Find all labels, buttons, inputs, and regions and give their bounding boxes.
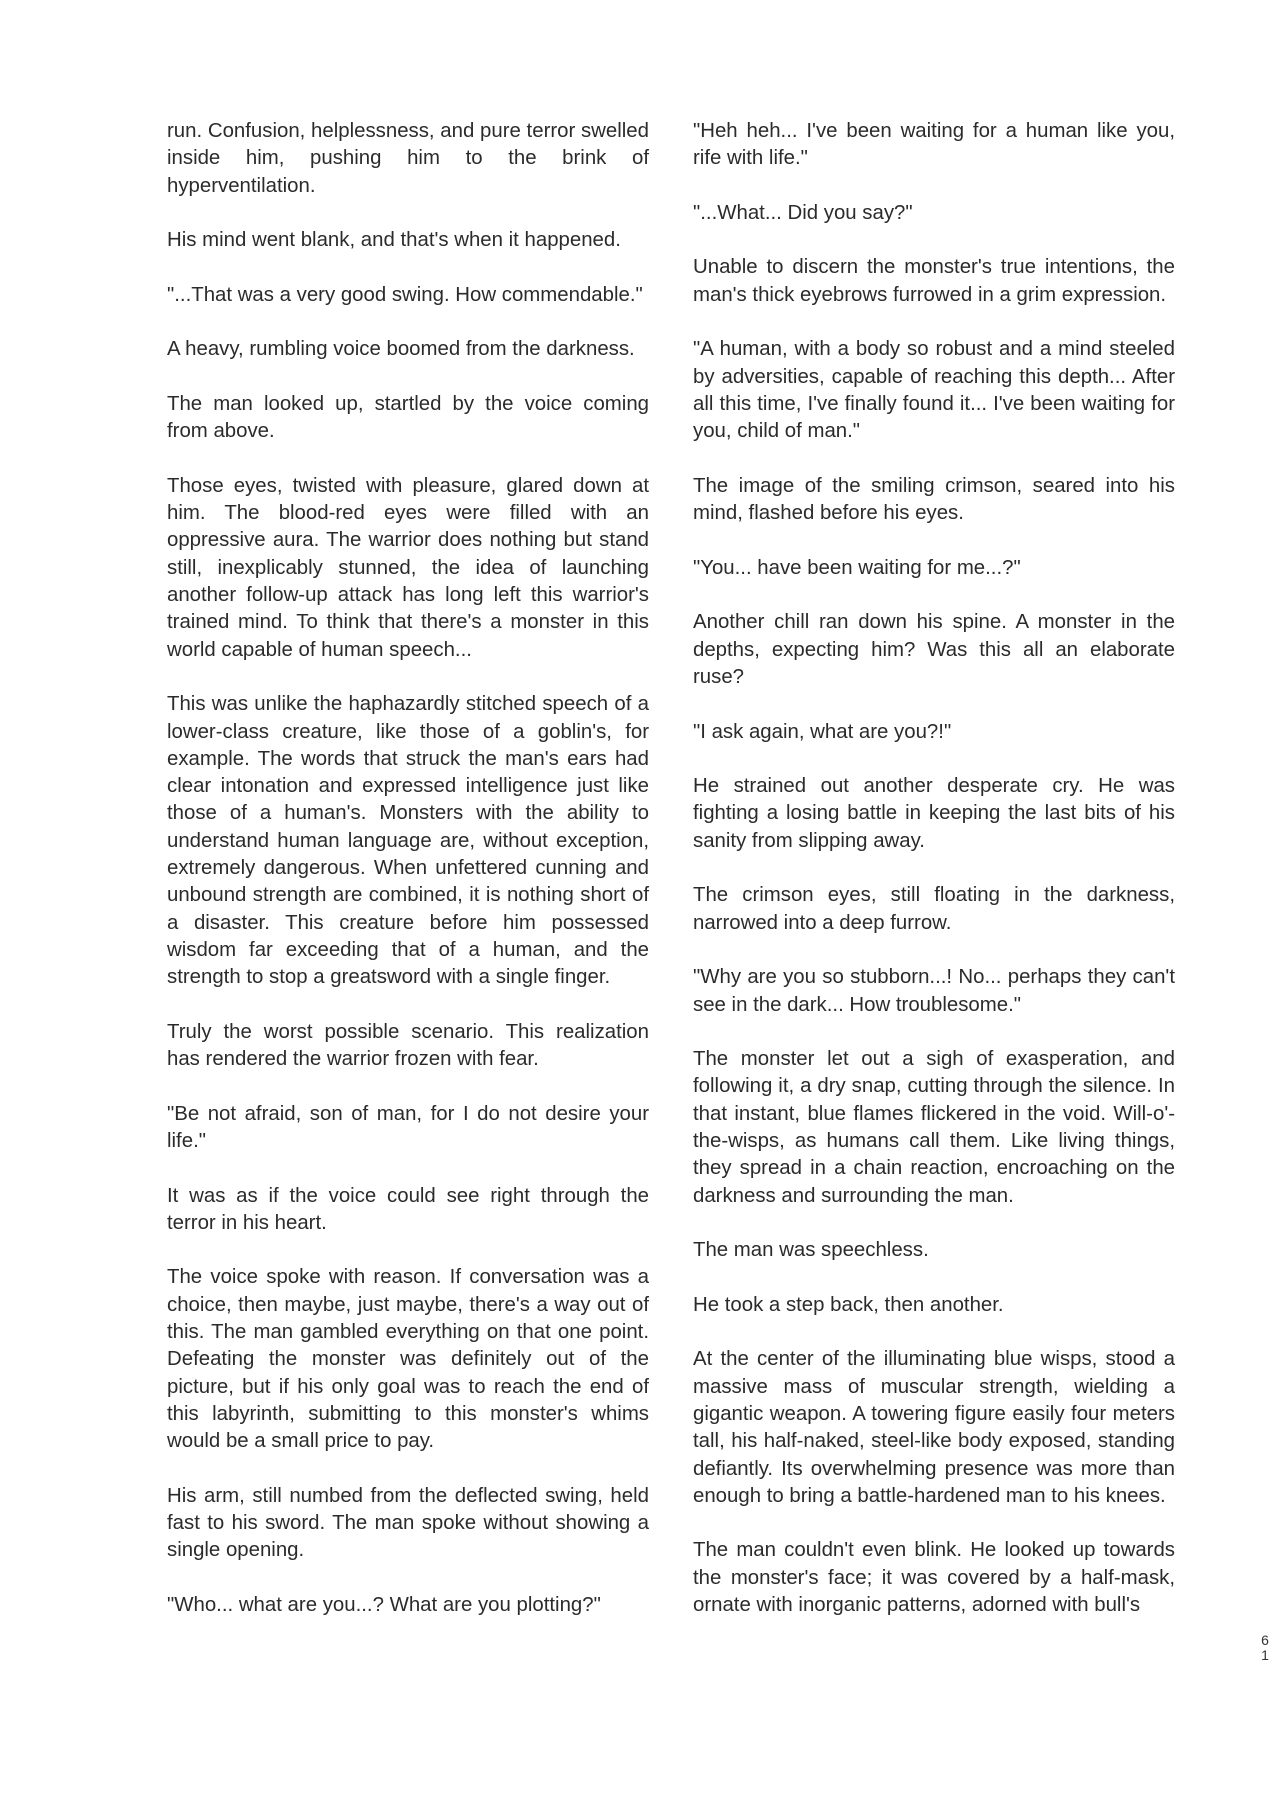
left-text-column bbox=[167, 118, 649, 1619]
paragraph: The man couldn't even blink. He looked up towards the monster's face; it was covered by a half-mask, ornate with inorganic patterns, adorned with bull's bbox=[693, 1539, 1175, 1617]
paragraph: Unable to discern the monster's true intentions, the man's thick eyebrows furrowed in a grim expression. bbox=[693, 256, 1175, 306]
paragraph: The man looked up, startled by the voice coming from above. bbox=[167, 392, 649, 443]
paragraph: "...That was a very good swing. How commendable." bbox=[167, 283, 643, 306]
paragraph: A heavy, rumbling voice boomed from the darkness. bbox=[167, 338, 635, 361]
paragraph: "...What... Did you say?" bbox=[693, 201, 913, 224]
paragraph: "Heh heh... I've been waiting for a human like you, rife with life." bbox=[693, 120, 1175, 170]
page-number bbox=[1260, 1633, 1270, 1663]
paragraph: "Who... what are you...? What are you plotting?" bbox=[167, 1594, 601, 1617]
paragraph: "I ask again, what are you?!" bbox=[693, 720, 952, 743]
paragraph: The image of the smiling crimson, seared into his mind, flashed before his eyes. bbox=[693, 474, 1175, 525]
paragraph: It was as if the voice could see right through the terror in his heart. bbox=[167, 1184, 649, 1234]
paragraph: Another chill ran down his spine. A monster in the depths, expecting him? Was this all an elaborate ruse? bbox=[693, 611, 1175, 688]
paragraph: His arm, still numbed from the deflected swing, held fast to his sword. The man spoke without showing a single opening. bbox=[167, 1484, 649, 1562]
right-text-column bbox=[693, 118, 1175, 1619]
paragraph: run. Confusion, helplessness, and pure terror swelled inside him, pushing him to the brink of hyperventilation. bbox=[167, 120, 649, 197]
paragraph: The voice spoke with reason. If conversation was a choice, then maybe, just maybe, there's a way out of this. The man gambled everything on that one point. Defeating the monster was definitely out of the picture, but if his only goal was to reach the end of this labyrinth, submitting to this monster's whims would be a small price to pay. bbox=[167, 1266, 649, 1453]
paragraph: The man was speechless. bbox=[693, 1239, 929, 1262]
paragraph: This was unlike the haphazardly stitched speech of a lower-class creature, like those of a goblin's, for example. The words that struck the man's ears had clear intonation and expressed intelligence just like those of a human's. Monsters with the ability to understand human language are, without exception, extremely dangerous. When unfettered cunning and unbound strength are combined, it is nothing short of a disaster. This creature before him possessed wisdom far exceeding that of a human, and the strength to stop a greatsword with a single finger. bbox=[167, 693, 649, 989]
paragraph: His mind went blank, and that's when it happened. bbox=[167, 229, 621, 252]
paragraph: The monster let out a sigh of exasperation, and following it, a dry snap, cutting through the silence. In that instant, blue flames flickered in the void. Will-o'-the-wisps, as humans call them. Like living things, they spread in a chain reaction, encroaching on the darkness and surrounding the man. bbox=[693, 1048, 1175, 1207]
paragraph: The crimson eyes, still floating in the darkness, narrowed into a deep furrow. bbox=[693, 884, 1175, 934]
paragraph: "Be not afraid, son of man, for I do not desire your life." bbox=[167, 1102, 649, 1152]
paragraph: He took a step back, then another. bbox=[693, 1293, 1004, 1316]
paragraph: "A human, with a body so robust and a mind steeled by adversities, capable of reaching this depth... After all this time, I've finally found it... I've been waiting for you, child of man." bbox=[693, 338, 1175, 443]
paragraph: Truly the worst possible scenario. This realization has rendered the warrior frozen with fear. bbox=[167, 1020, 649, 1071]
page-number-digit: 6 bbox=[1261, 1632, 1269, 1648]
paragraph: At the center of the illuminating blue wisps, stood a massive mass of muscular strength, wielding a gigantic weapon. A towering figure easily four meters tall, his half-naked, steel-like body exposed, standing defiantly. Its overwhelming presence was more than enough to bring a battle-hardened man to his knees. bbox=[693, 1348, 1175, 1507]
paragraph: He strained out another desperate cry. He was fighting a losing battle in keeping the last bits of his sanity from slipping away. bbox=[693, 775, 1175, 852]
paragraph: "Why are you so stubborn...! No... perhaps they can't see in the dark... How troublesome." bbox=[693, 966, 1175, 1016]
paragraph: Those eyes, twisted with pleasure, glared down at him. The blood-red eyes were filled with an oppressive aura. The warrior does nothing but stand still, inexplicably stunned, the idea of launching another follow-up attack has long left this warrior's trained mind. To think that there's a monster in this world capable of human speech... bbox=[167, 474, 649, 661]
paragraph: "You... have been waiting for me...?" bbox=[693, 556, 1021, 579]
page-number-digit: 1 bbox=[1261, 1647, 1269, 1663]
